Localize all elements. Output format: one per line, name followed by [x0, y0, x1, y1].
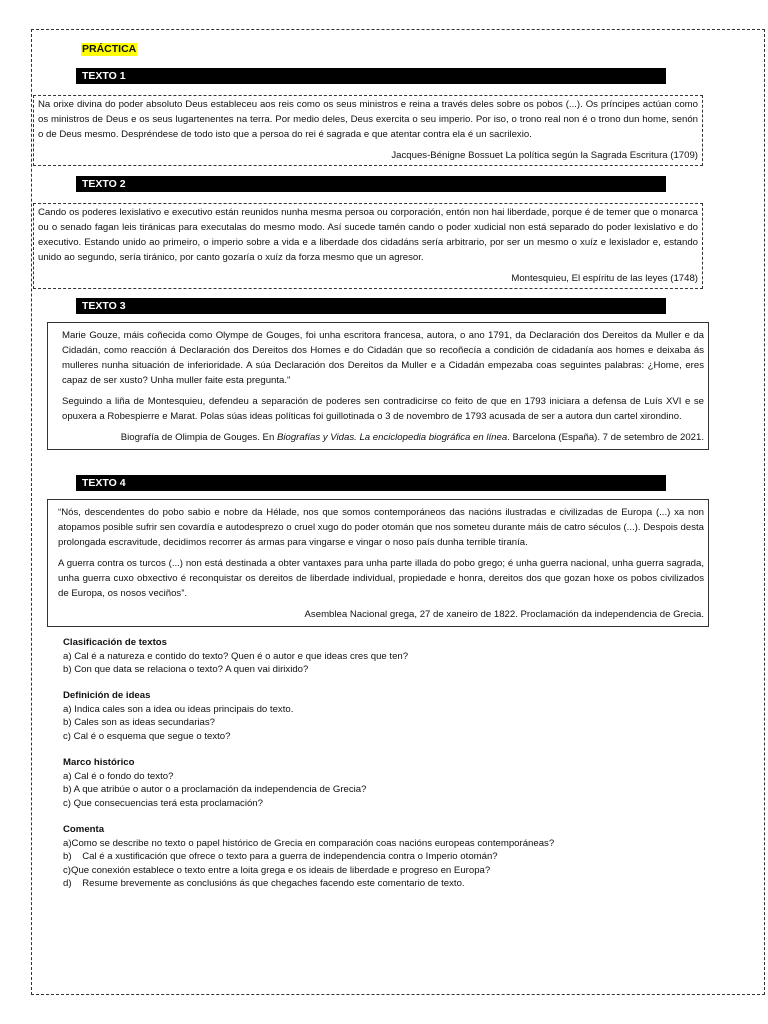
practica-heading: PRÁCTICA	[82, 43, 137, 55]
texto-2-paragraph: Cando os poderes lexislativo e executivo están reunidos nunha mesma persoa ou corporación, entón non hai liberdade, porque é de temer que o monarca ou o senado fagan leis tiránicas para executalas do mesmo modo. Así sucede tamén cando o poder xudicial non está separado do poder lexislativo e do executivo. Estando unido ao primeiro, o imperio sobre a vida e a liberdade dos cidadáns sería arbitrario, por ser un mesmo o xuíz e lexislador e, estando unido ao segundo, sería tiránico, por canto gozaría o xuíz da forza mesmo que un agresor.	[38, 207, 698, 263]
texto-4-paragraph-1: “Nós, descendentes do pobo sabio e nobre da Hélade, nos que somos contemporáneos das nacións ilustradas e civilizadas de Europa (...) xa non atopamos posible sufrir sen covardía e autodesprezo o cruel xugo do poder otomán que nos someteu durante máis de catro séculos (...). Despois desta prolongada escravitude, decidimos recorrer ás armas para vingarse e vingar o noso país dunha terrible tiranía.	[58, 507, 704, 548]
question-heading: Definición de ideas	[63, 690, 151, 701]
texto-2-header: TEXTO 2	[76, 176, 666, 192]
texto-2-box	[33, 203, 703, 289]
texto-3-citation-italic: Biografías y Vidas. La enciclopedia biográfica en línea	[276, 432, 508, 443]
texto-3-header: TEXTO 3	[76, 298, 666, 314]
texto-1-header: TEXTO 1	[76, 68, 666, 84]
texto-3-box	[47, 322, 709, 450]
question-section-marco	[63, 756, 723, 810]
texto-3-citation-after: . Barcelona (España). 7 de setembro de 2021.	[507, 432, 704, 443]
question-item: a)Como se describe no texto o papel histórico de Grecia en comparación coas nacións europeas contemporáneas?	[63, 837, 555, 849]
question-item: b) Con que data se relaciona o texto? A quen vai dirixido?	[63, 664, 309, 675]
texto-4-paragraph-2: A guerra contra os turcos (...) non está destinada a obter vantaxes para unha parte illada do pobo grego; é unha guerra nacional, unha guerra sagrada, unha guerra cuxo obxectivo é reconquistar os dereitos de liberdade individual, propiedade e honra, dereitos dos que gozan hoxe os pobos civilizados de Europa, os nosos veciños”.	[58, 558, 704, 599]
texto-2-citation: Montesquieu, El espíritu de las leyes (1748)	[511, 273, 698, 284]
question-heading: Clasificación de textos	[63, 637, 167, 648]
question-item: a) Cal é o fondo do texto?	[63, 770, 174, 782]
question-section-definicion	[63, 689, 723, 743]
question-heading: Comenta	[63, 824, 105, 835]
question-item: a) Cal é a natureza e contido do texto? Quen é o autor e que ideas cres que ten?	[63, 650, 409, 662]
texto-3-citation-before: Biografía de Olimpia de Gouges. En	[120, 432, 277, 443]
texto-4-citation: Asemblea Nacional grega, 27 de xaneiro de 1822. Proclamación da independencia de Grecia.	[304, 609, 704, 620]
question-heading: Marco histórico	[63, 757, 135, 768]
texto-1-paragraph: Na orixe divina do poder absoluto Deus estableceu aos reis como os seus ministros e reina a través deles sobre os pobos (...). Os príncipes actúan como os ministros de Deus e os seus lugartenentes na terra. Por medio deles, Deus exercita o seu imperio. Por iso, o trono real non é o trono dun home, senón o de Deus mesmo. Despréndese de todo isto que a persoa do rei é sagrada e que atentar contra ela é un sacrilexio.	[38, 99, 698, 140]
question-item: c) Que consecuencias terá esta proclamación?	[63, 797, 263, 809]
question-section-comenta	[63, 823, 723, 891]
texto-1-citation: Jacques-Bénigne Bossuet La política según la Sagrada Escritura (1709)	[391, 150, 698, 161]
texto-3-paragraph-2: Seguindo a liña de Montesquieu, defendeu a separación de poderes sen contradicirse co feito de que en 1793 iniciara a defensa de Luís XVI e se opuxera a Robespierre e Marat. Polas súas ideas políticas foi guillotinada o 3 de novembro de 1793 acusada de ser a autora dun cartel xirondino.	[62, 396, 704, 422]
texto-3-paragraph-1: Marie Gouze, máis coñecida como Olympe de Gouges, foi unha escritora francesa, autora, o ano 1791, da Declaración dos Dereitos da Muller e da Cidadán, como reacción á Declaración dos Dereitos dos Homes e do Cidadán que so recoñecía a condición de cidadanía aos homes e deixaba ás mulleres nunha situación de inferioridade. A súa Declaración dos Dereitos da Muller e a Cidadán empezaba coas seguintes palabras: ¿Home, eres capaz de ser xusto? Unha muller faite esta pregunta."	[62, 330, 704, 386]
question-item: a) Indica cales son a idea ou ideas principais do texto.	[63, 703, 294, 715]
question-section-clasificacion	[63, 636, 723, 677]
question-item: d) Resume brevemente as conclusións ás que chegaches facendo este comentario de texto.	[63, 878, 465, 889]
texto-4-header: TEXTO 4	[76, 475, 666, 491]
question-item: c)Que conexión establece o texto entre a loita grega e os ideais de liberdade e progreso en Europa?	[63, 864, 491, 876]
question-item: c) Cal é o esquema que segue o texto?	[63, 730, 231, 742]
texto-3-citation	[62, 430, 704, 445]
question-item: b) Cales son as ideas secundarias?	[63, 717, 215, 728]
question-item: b) A que atribúe o autor o a proclamación da independencia de Grecia?	[63, 784, 367, 795]
question-item: b) Cal é a xustificación que ofrece o texto para a guerra de independencia contra o Imperio otomán?	[63, 851, 498, 862]
texto-1-box	[33, 95, 703, 166]
texto-4-box	[47, 499, 709, 627]
